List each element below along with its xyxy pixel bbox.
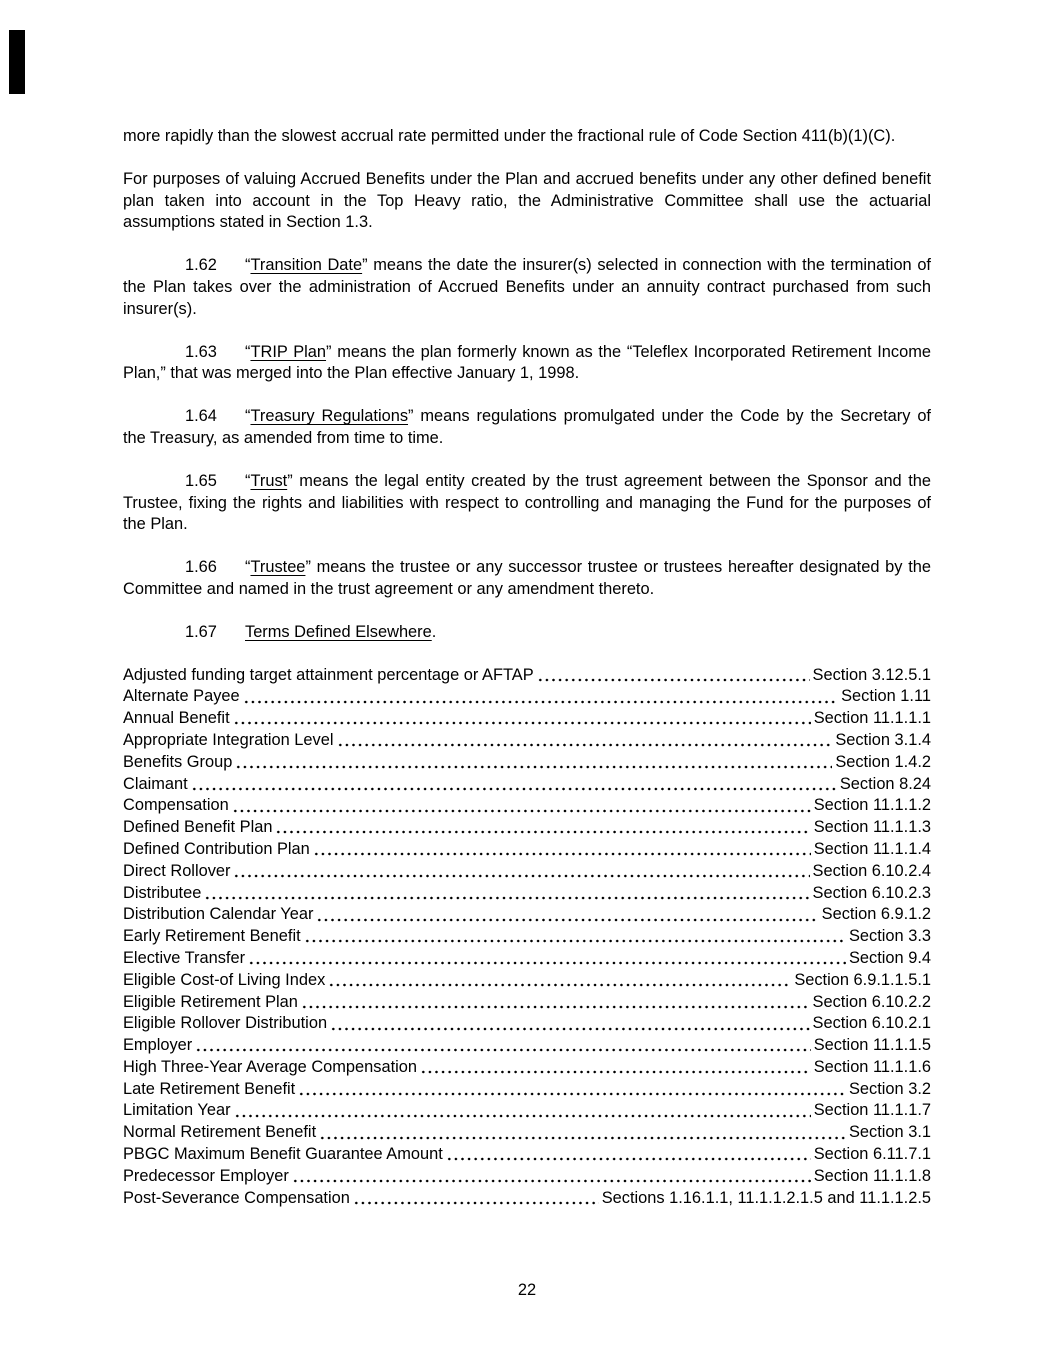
index-term: Compensation: [123, 796, 229, 815]
index-row: [123, 730, 931, 752]
index-section-reference: Section 6.10.2.1: [812, 1014, 931, 1033]
index-term: Benefits Group: [123, 752, 233, 771]
index-row: [123, 686, 931, 708]
index-row: [123, 1035, 931, 1057]
leader-dots: [191, 774, 837, 796]
index-term: Claimant: [123, 774, 188, 793]
index-row: [123, 1144, 931, 1166]
leader-dots: [537, 665, 810, 687]
leader-dots: [353, 1188, 599, 1210]
index-term: Eligible Retirement Plan: [123, 992, 298, 1011]
leader-dots: [316, 904, 818, 926]
page-number: 22: [517, 1281, 537, 1299]
index-section-reference: Section 6.11.7.1: [813, 1145, 931, 1164]
definition-open-quote: “: [245, 256, 251, 275]
definition-number: 1.63: [185, 342, 217, 361]
index-row: [123, 1122, 931, 1144]
index-row: [123, 926, 931, 948]
definition-text: ” means the plan formerly known as the “Teleflex Incorporated Retirement Income Plan,” that was merged into the Plan effective January 1, 1998.: [123, 342, 931, 383]
index-section-reference: Section 11.1.1.1: [813, 709, 931, 728]
index-term: Predecessor Employer: [123, 1166, 289, 1185]
index-section-reference: Section 6.10.2.3: [812, 883, 931, 902]
index-row: [123, 1188, 931, 1210]
index-row: [123, 1057, 931, 1079]
index-section-reference: Section 3.1.4: [835, 730, 931, 749]
leader-dots: [330, 1013, 809, 1035]
index-row: [123, 1013, 931, 1035]
definition-number: 1.67: [185, 622, 217, 641]
definition-number: 1.65: [185, 471, 217, 490]
index-row: [123, 1100, 931, 1122]
definition-text: .: [431, 622, 437, 641]
leader-dots: [243, 686, 838, 708]
definition-number: 1.66: [185, 558, 217, 577]
index-section-reference: Section 3.12.5.1: [812, 665, 931, 684]
paragraph-continuation: more rapidly than the slowest accrual rate permitted under the fractional rule of Code Section 411(b)(1)(C).: [123, 127, 896, 145]
definition-text: ” means the legal entity created by the trust agreement between the Sponsor and the Trustee, fixing the rights and liabilities with respect to controlling and managing the Fund for the purposes of the Plan.: [123, 471, 931, 534]
index-section-reference: Section 6.10.2.4: [812, 861, 931, 880]
index-term: Adjusted funding target attainment percentage or AFTAP: [123, 665, 534, 684]
index-section-reference: Section 11.1.1.8: [813, 1166, 931, 1185]
definition-term: Trustee: [250, 558, 306, 577]
leader-dots: [328, 970, 791, 992]
index-row: [123, 1079, 931, 1101]
index-section-reference: Section 8.24: [839, 774, 931, 793]
definition-paragraph: [123, 557, 931, 601]
definition-term: Treasury Regulations: [250, 407, 409, 426]
definition-paragraph: [123, 255, 931, 320]
definition-open-quote: “: [245, 407, 251, 426]
index-section-reference: Section 9.4: [848, 948, 931, 967]
index-term: Late Retirement Benefit: [123, 1079, 296, 1098]
index-term: Distributee: [123, 883, 202, 902]
index-term: Defined Contribution Plan: [123, 839, 310, 858]
index-term: High Three-Year Average Compensation: [123, 1057, 418, 1076]
definition-number: 1.64: [185, 407, 217, 426]
index-term: Elective Transfer: [123, 948, 246, 967]
leader-dots: [233, 861, 809, 883]
leader-dots: [204, 883, 809, 905]
leader-dots: [292, 1166, 811, 1188]
definition-term: Terms Defined Elsewhere: [245, 622, 432, 641]
leader-dots: [195, 1035, 811, 1057]
index-section-reference: Section 6.10.2.2: [812, 992, 931, 1011]
index-row: [123, 795, 931, 817]
definition-text: ” means regulations promulgated under the Code by the Secretary of the Treasury, as amended from time to time.: [123, 407, 931, 447]
index-row: [123, 861, 931, 883]
index-section-reference: Section 11.1.1.5: [813, 1036, 931, 1055]
index-row: [123, 817, 931, 839]
definition-term: TRIP Plan: [250, 342, 327, 361]
index-row: [123, 970, 931, 992]
index-section-reference: Section 11.1.1.6: [813, 1057, 931, 1076]
definition-open-quote: “: [245, 471, 251, 490]
index-term: Defined Benefit Plan: [123, 818, 273, 837]
index-term: Early Retirement Benefit: [123, 927, 301, 946]
definition-text: ” means the date the insurer(s) selected in connection with the termination of the Plan takes over the administration of Accrued Benefits under an annuity contract purchased from such insurer(s).: [123, 256, 931, 318]
definition-open-quote: “: [245, 558, 251, 577]
index-row: [123, 839, 931, 861]
index-section-reference: Section 11.1.1.7: [813, 1101, 931, 1120]
leader-dots: [275, 817, 810, 839]
definition-paragraph: [123, 622, 931, 644]
leader-dots: [301, 992, 810, 1014]
leader-dots: [319, 1122, 846, 1144]
index-term: Alternate Payee: [123, 687, 240, 706]
definition-text: ” means the trustee or any successor trustee or trustees hereafter designated by the Committee and named in the trust agreement or any amendment thereto.: [123, 558, 931, 598]
leader-dots: [232, 795, 811, 817]
index-term: Employer: [123, 1036, 193, 1055]
definitions-list: [123, 255, 931, 643]
index-row: [123, 752, 931, 774]
index-row: [123, 708, 931, 730]
index-term: Direct Rollover: [123, 861, 231, 880]
index-section-reference: Section 6.9.1.2: [821, 905, 931, 924]
definition-paragraph: [123, 471, 931, 536]
index-term: Eligible Cost-of Living Index: [123, 970, 326, 989]
index-term: Normal Retirement Benefit: [123, 1123, 317, 1142]
index-section-reference: Section 11.1.1.4: [813, 839, 931, 858]
index-row: [123, 883, 931, 905]
terms-defined-elsewhere-index: [123, 665, 931, 1210]
leader-dots: [304, 926, 846, 948]
index-section-reference: Sections 1.16.1.1, 11.1.1.2.1.5 and 11.1.1.2.5: [601, 1188, 931, 1207]
index-term: Appropriate Integration Level: [123, 730, 334, 749]
index-term: Post-Severance Compensation: [123, 1188, 350, 1207]
index-section-reference: Section 3.2: [848, 1079, 931, 1098]
page-content: [123, 126, 931, 1209]
index-section-reference: Section 6.9.1.1.5.1: [794, 970, 931, 989]
leader-dots: [235, 752, 832, 774]
index-section-reference: Section 1.4.2: [835, 752, 931, 771]
index-term: Annual Benefit: [123, 709, 230, 728]
definition-term: Trust: [250, 471, 288, 490]
index-section-reference: Section 1.11: [841, 687, 931, 706]
leader-dots: [234, 1100, 811, 1122]
index-row: [123, 904, 931, 926]
index-section-reference: Section 3.3: [848, 927, 931, 946]
leader-dots: [298, 1079, 846, 1101]
index-section-reference: Section 11.1.1.2: [813, 796, 931, 815]
leader-dots: [313, 839, 811, 861]
leader-dots: [446, 1144, 811, 1166]
index-row: [123, 992, 931, 1014]
index-row: [123, 665, 931, 687]
definition-paragraph: [123, 406, 931, 450]
index-section-reference: Section 3.1: [848, 1123, 931, 1142]
definition-open-quote: “: [245, 342, 251, 361]
definition-number: 1.62: [185, 256, 217, 275]
index-row: [123, 948, 931, 970]
index-term: Distribution Calendar Year: [123, 905, 314, 924]
scan-artifact-mark: [9, 30, 25, 94]
paragraph-top-heavy: For purposes of valuing Accrued Benefits under the Plan and accrued benefits under any other defined benefit plan taken into account in the Top Heavy ratio, the Administrative Committee shall use the actuarial assumptions stated in Section 1.3.: [123, 169, 931, 232]
leader-dots: [337, 730, 833, 752]
index-section-reference: Section 11.1.1.3: [813, 818, 931, 837]
index-term: PBGC Maximum Benefit Guarantee Amount: [123, 1145, 443, 1164]
index-term: Limitation Year: [123, 1101, 231, 1120]
leader-dots: [248, 948, 846, 970]
leader-dots: [420, 1057, 811, 1079]
index-row: [123, 774, 931, 796]
index-row: [123, 1166, 931, 1188]
definition-paragraph: [123, 342, 931, 386]
leader-dots: [233, 708, 811, 730]
index-term: Eligible Rollover Distribution: [123, 1014, 328, 1033]
definition-term: Transition Date: [250, 256, 363, 275]
